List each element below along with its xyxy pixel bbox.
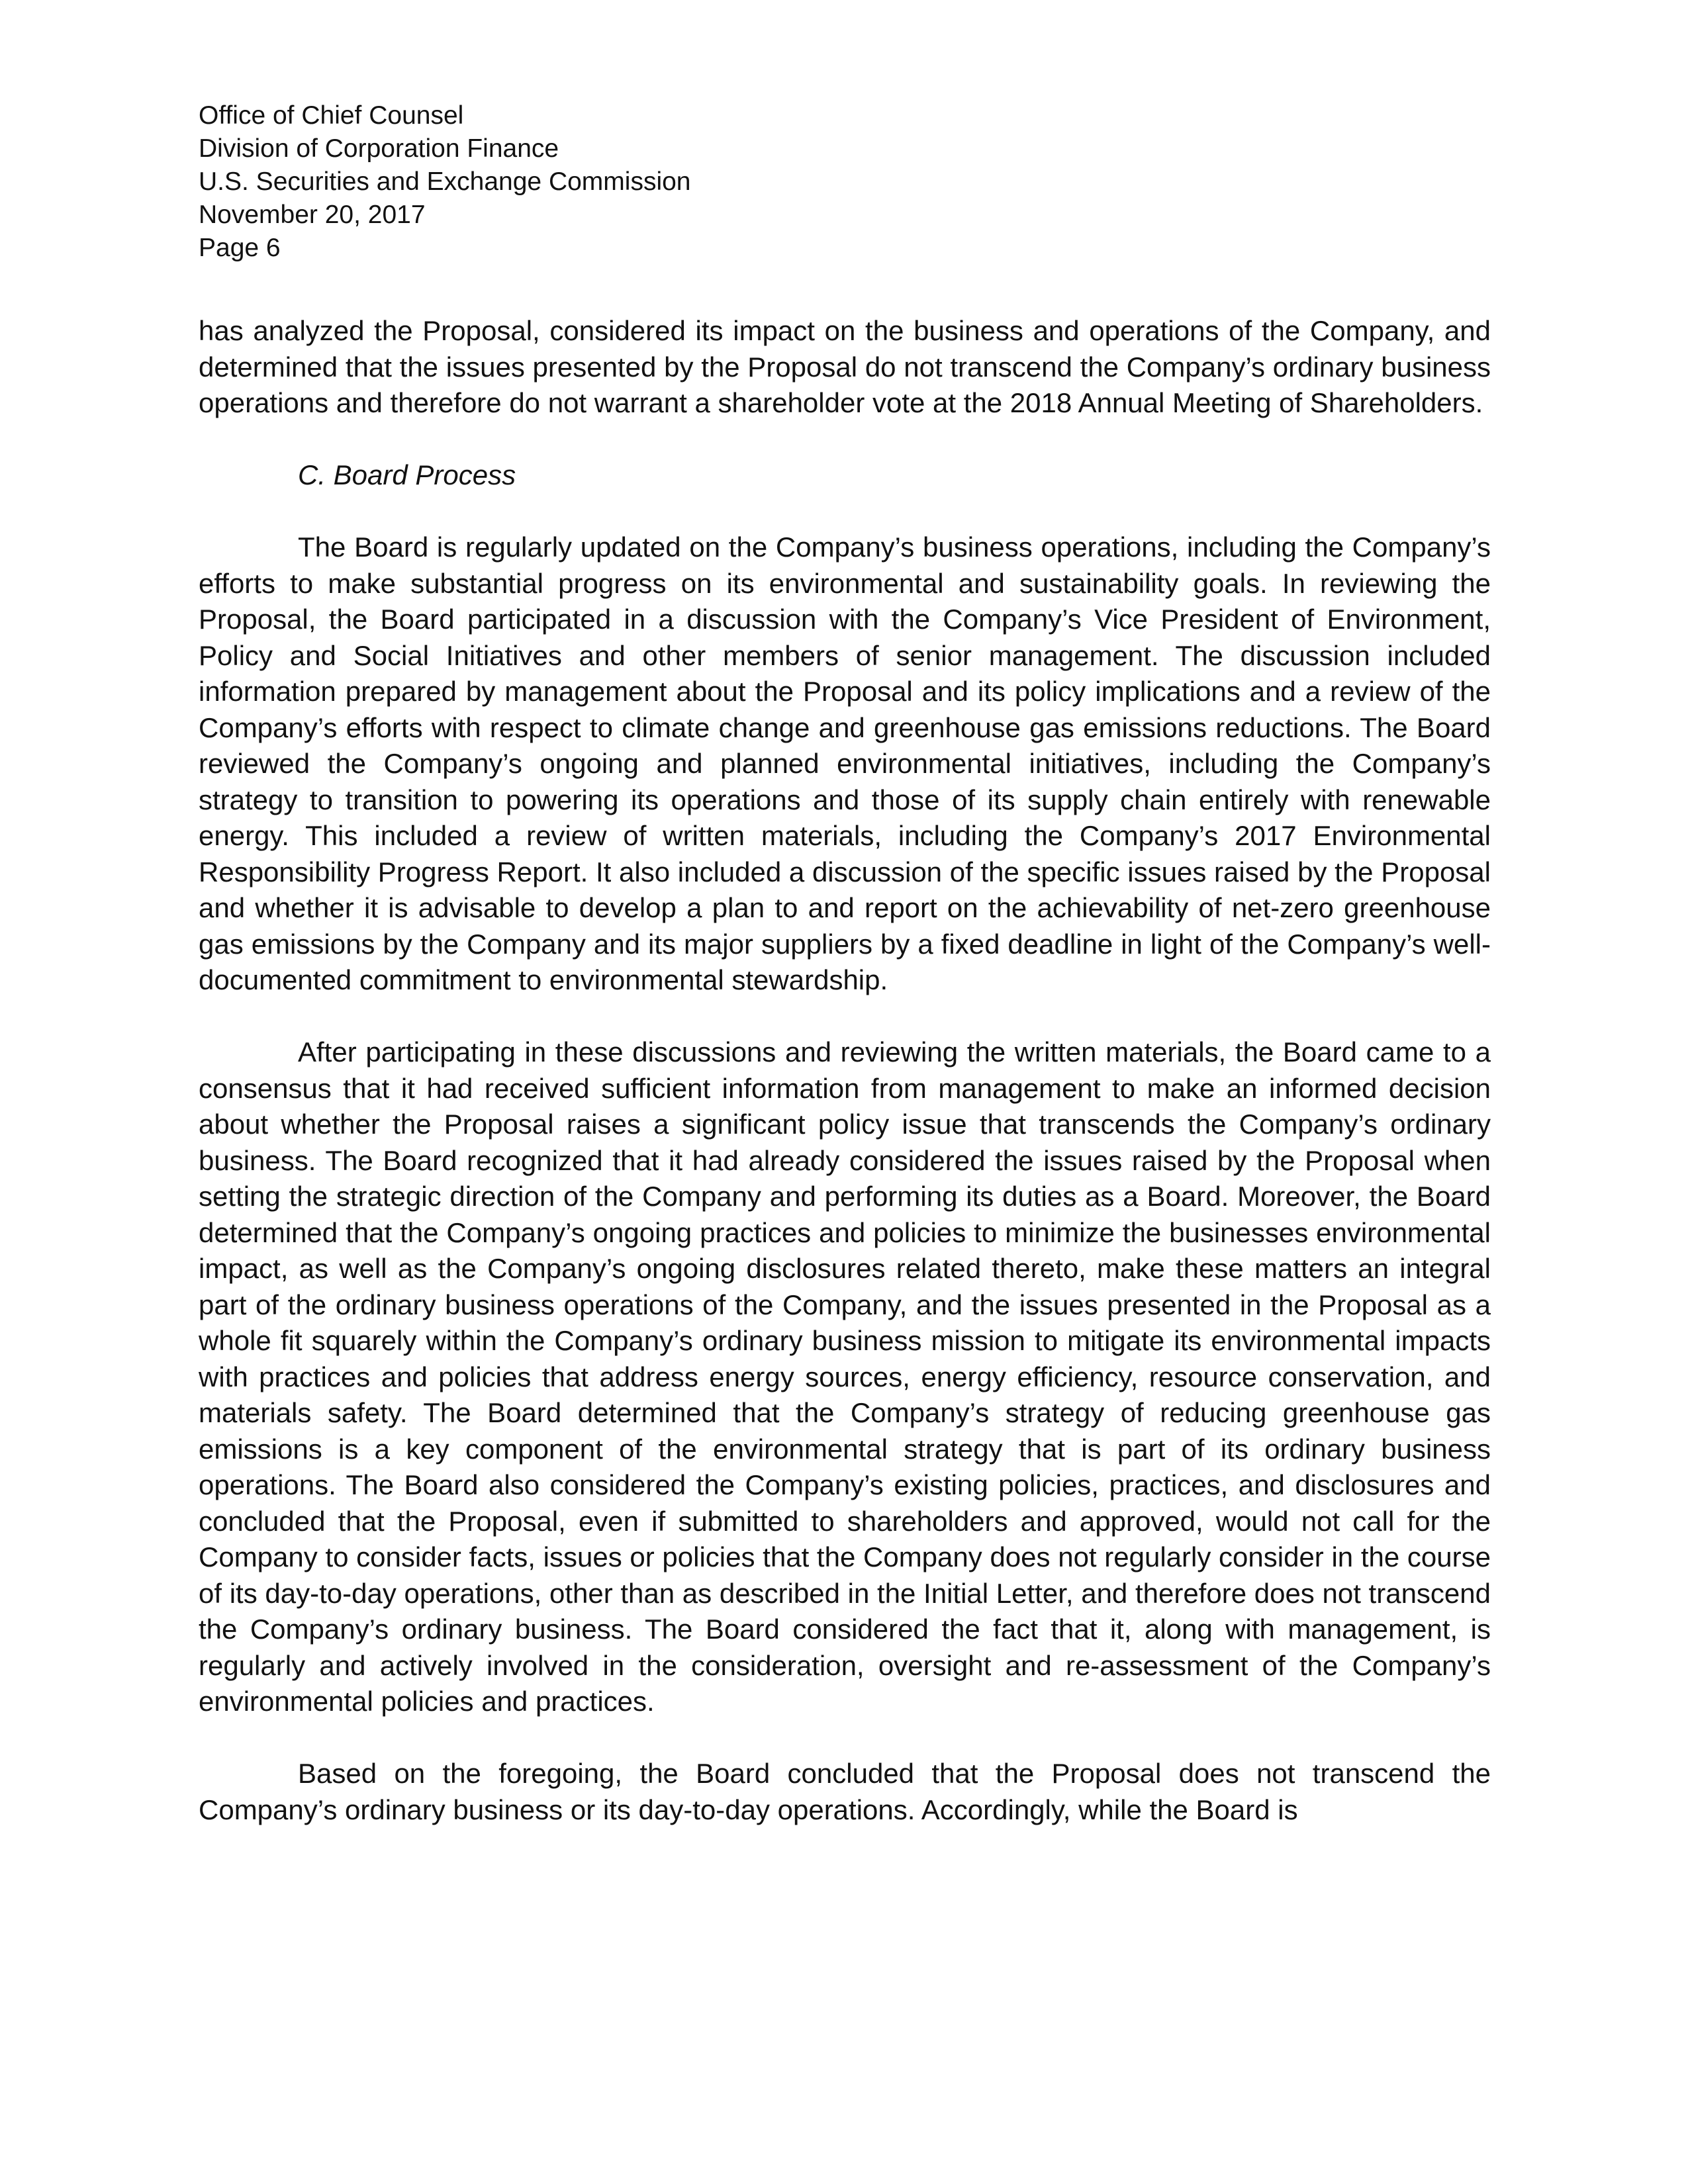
continuation-paragraph: has analyzed the Proposal, considered its impact on the business and operations of the Company, and determined that the issues presented by the Proposal do not transcend the Company’s ordinary business operations and therefore do not warrant a shareholder vote at the 2018 Annual Meeting of Shareholders. <box>199 315 1491 418</box>
conclusion-paragraph: Based on the foregoing, the Board concluded that the Proposal does not transcend the Company’s ordinary business or its day-to-day operations. Accordingly, while the Board is <box>199 1758 1491 1825</box>
board-updates-paragraph: The Board is regularly updated on the Company’s business operations, including the Company’s efforts to make substantial progress on its environmental and sustainability goals. In reviewing the Proposal, the Board participated in a discussion with the Company’s Vice President of Environment, Policy and Social Initiatives and other members of senior management. The discussion included information prepared by management about the Proposal and its policy implications and a review of the Company’s efforts with respect to climate change and greenhouse gas emissions reductions. The Board reviewed the Company’s ongoing and planned environmental initiatives, including the Company’s strategy to transition to powering its operations and those of its supply chain entirely with renewable energy. This included a review of written materials, including the Company’s 2017 Environmental Responsibility Progress Report. It also included a discussion of the specific issues raised by the Proposal and whether it is advisable to develop a plan to and report on the achievability of net-zero greenhouse gas emissions by the Company and its major suppliers by a fixed deadline in light of the Company’s well-documented commitment to environmental stewardship. <box>199 531 1491 995</box>
recipient-division: Division of Corporation Finance <box>199 134 559 163</box>
letter-date: November 20, 2017 <box>199 201 426 229</box>
section-heading: C. Board Process <box>298 459 516 490</box>
page-number: Page 6 <box>199 234 281 262</box>
board-consensus-paragraph: After participating in these discussions and reviewing the written materials, the Board came to a consensus that it had received sufficient information from management to make an informed decision about whether the Proposal raises a significant policy issue that transcends the Company’s ordinary business. The Board recognized that it had already considered the issues raised by the Proposal when setting the strategic direction of the Company and performing its duties as a Board. Moreover, the Board determined that the Company’s ongoing practices and policies to minimize the businesses environmental impact, as well as the Company’s ongoing disclosures related thereto, make these matters an integral part of the ordinary business operations of the Company, and the issues presented in the Proposal as a whole fit squarely within the Company’s ordinary business mission to mitigate its environmental impacts with practices and policies that address energy sources, energy efficiency, resource conservation, and materials safety. The Board determined that the Company’s strategy of reducing greenhouse gas emissions is a key component of the environmental strategy that is part of its ordinary business operations. The Board also considered the Company’s existing policies, practices, and disclosures and concluded that the Proposal, even if submitted to shareholders and approved, would not call for the Company to consider facts, issues or policies that the Company does not regularly consider in the course of its day-to-day operations, other than as described in the Initial Letter, and therefore does not transcend the Company’s ordinary business. The Board considered the fact that it, along with management, is regularly and actively involved in the consideration, oversight and re-assessment of the Company’s environmental policies and practices. <box>199 1036 1491 1717</box>
letter-body <box>199 313 1491 1864</box>
recipient-office: Office of Chief Counsel <box>199 101 464 130</box>
recipient-agency: U.S. Securities and Exchange Commission <box>199 167 691 196</box>
letter-header <box>199 99 1059 265</box>
